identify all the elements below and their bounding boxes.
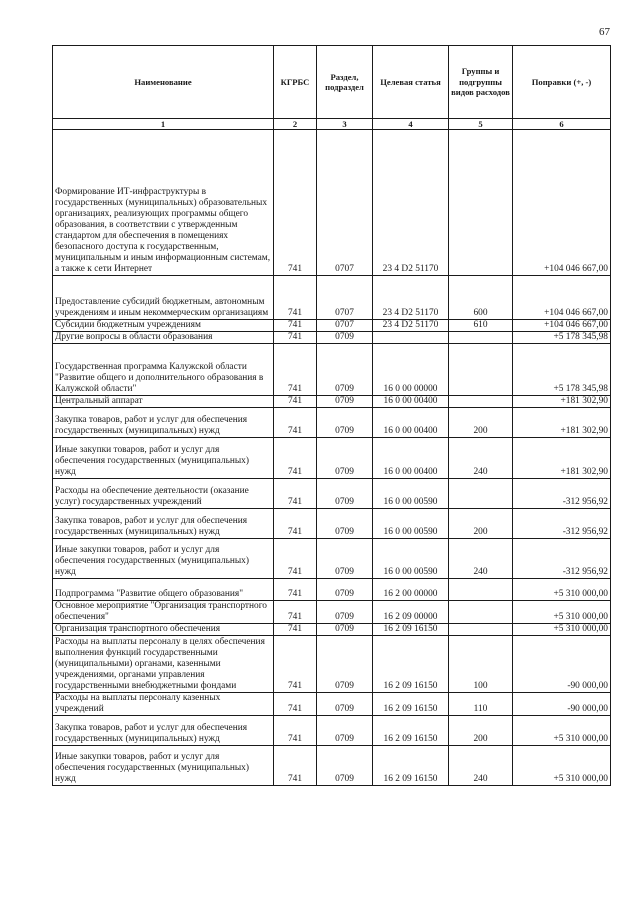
row-amount: +104 046 667,00 xyxy=(513,276,611,320)
table-row xyxy=(53,624,611,636)
row-target: 16 2 09 16150 xyxy=(373,693,449,716)
row-target: 16 0 00 00000 xyxy=(373,344,449,396)
row-name: Иные закупки товаров, работ и услуг для обеспечения государственных (муниципальных) нужд xyxy=(53,539,274,579)
row-group: 240 xyxy=(449,539,513,579)
row-target: 16 0 00 00590 xyxy=(373,509,449,539)
row-name: Другие вопросы в области образования xyxy=(53,332,274,344)
row-name: Расходы на обеспечение деятельности (оказание услуг) государственных учреждений xyxy=(53,479,274,509)
row-kgrbs: 741 xyxy=(274,130,317,276)
column-number: 2 xyxy=(274,119,317,130)
row-kgrbs: 741 xyxy=(274,509,317,539)
row-group xyxy=(449,344,513,396)
row-kgrbs: 741 xyxy=(274,332,317,344)
row-name: Основное мероприятие "Организация транспортного обеспечения" xyxy=(53,601,274,624)
row-kgrbs: 741 xyxy=(274,479,317,509)
row-kgrbs: 741 xyxy=(274,624,317,636)
table-row xyxy=(53,539,611,579)
table-row xyxy=(53,320,611,332)
row-amount: +5 310 000,00 xyxy=(513,624,611,636)
row-amount: -312 956,92 xyxy=(513,539,611,579)
budget-amendments-table xyxy=(52,45,611,786)
row-amount: -90 000,00 xyxy=(513,636,611,693)
header-kgrbs: КГРБС xyxy=(274,46,317,119)
row-section: 0709 xyxy=(317,509,373,539)
row-group xyxy=(449,130,513,276)
row-group xyxy=(449,479,513,509)
row-group: 110 xyxy=(449,693,513,716)
row-name: Закупка товаров, работ и услуг для обеспечения государственных (муниципальных) нужд xyxy=(53,408,274,438)
row-amount: +181 302,90 xyxy=(513,396,611,408)
row-section: 0709 xyxy=(317,716,373,746)
row-amount: +5 178 345,98 xyxy=(513,332,611,344)
row-amount: -312 956,92 xyxy=(513,479,611,509)
table-header-row xyxy=(53,46,611,119)
row-name: Закупка товаров, работ и услуг для обеспечения государственных (муниципальных) нужд xyxy=(53,716,274,746)
row-amount: -90 000,00 xyxy=(513,693,611,716)
table-row xyxy=(53,438,611,479)
row-group: 610 xyxy=(449,320,513,332)
row-target: 16 2 09 16150 xyxy=(373,746,449,786)
row-name: Предоставление субсидий бюджетным, автономным учреждениям и иным некоммерческим организациям xyxy=(53,276,274,320)
row-kgrbs: 741 xyxy=(274,601,317,624)
row-section: 0709 xyxy=(317,636,373,693)
row-amount: +5 310 000,00 xyxy=(513,746,611,786)
row-kgrbs: 741 xyxy=(274,579,317,601)
row-target: 23 4 D2 51170 xyxy=(373,320,449,332)
row-target: 23 4 D2 51170 xyxy=(373,130,449,276)
row-target: 16 2 09 16150 xyxy=(373,624,449,636)
row-amount: +104 046 667,00 xyxy=(513,130,611,276)
row-section: 0707 xyxy=(317,320,373,332)
row-amount: +5 310 000,00 xyxy=(513,716,611,746)
row-group: 600 xyxy=(449,276,513,320)
table-row xyxy=(53,579,611,601)
row-name: Подпрограмма "Развитие общего образования" xyxy=(53,579,274,601)
table-row xyxy=(53,276,611,320)
row-amount: +5 310 000,00 xyxy=(513,601,611,624)
row-amount: +181 302,90 xyxy=(513,408,611,438)
row-kgrbs: 741 xyxy=(274,320,317,332)
row-group xyxy=(449,624,513,636)
page-number: 67 xyxy=(599,26,610,38)
row-kgrbs: 741 xyxy=(274,438,317,479)
row-section: 0709 xyxy=(317,479,373,509)
row-name: Иные закупки товаров, работ и услуг для обеспечения государственных (муниципальных) нужд xyxy=(53,746,274,786)
row-name: Субсидии бюджетным учреждениям xyxy=(53,320,274,332)
row-section: 0709 xyxy=(317,601,373,624)
table-row xyxy=(53,408,611,438)
row-kgrbs: 741 xyxy=(274,636,317,693)
header-name: Наименование xyxy=(53,46,274,119)
row-amount: +5 178 345,98 xyxy=(513,344,611,396)
row-section: 0707 xyxy=(317,130,373,276)
row-target: 16 2 09 16150 xyxy=(373,636,449,693)
row-group xyxy=(449,601,513,624)
row-group: 240 xyxy=(449,438,513,479)
table-row xyxy=(53,509,611,539)
row-section: 0709 xyxy=(317,579,373,601)
table-row xyxy=(53,716,611,746)
table-row xyxy=(53,479,611,509)
column-number: 1 xyxy=(53,119,274,130)
row-kgrbs: 741 xyxy=(274,746,317,786)
row-section: 0709 xyxy=(317,438,373,479)
column-number-row xyxy=(53,119,611,130)
row-target: 16 0 00 00400 xyxy=(373,408,449,438)
row-name: Формирование ИТ-инфраструктуры в государственных (муниципальных) образовательных организациях, реализующих программы общего образования, в соответствии с утвержденным стандартом для обеспечения в помещениях безопасного доступа к государственным, муниципальным и иным информационным системам, а также к сети Интернет xyxy=(53,130,274,276)
row-section: 0709 xyxy=(317,408,373,438)
table-row xyxy=(53,332,611,344)
table-row xyxy=(53,344,611,396)
row-section: 0709 xyxy=(317,624,373,636)
row-section: 0709 xyxy=(317,344,373,396)
row-amount: +104 046 667,00 xyxy=(513,320,611,332)
row-section: 0709 xyxy=(317,693,373,716)
row-name: Закупка товаров, работ и услуг для обеспечения государственных (муниципальных) нужд xyxy=(53,509,274,539)
row-amount: -312 956,92 xyxy=(513,509,611,539)
row-kgrbs: 741 xyxy=(274,276,317,320)
table-row xyxy=(53,601,611,624)
row-kgrbs: 741 xyxy=(274,408,317,438)
row-group: 200 xyxy=(449,408,513,438)
row-amount: +5 310 000,00 xyxy=(513,579,611,601)
row-group xyxy=(449,396,513,408)
row-name: Иные закупки товаров, работ и услуг для обеспечения государственных (муниципальных) нужд xyxy=(53,438,274,479)
row-kgrbs: 741 xyxy=(274,716,317,746)
row-section: 0707 xyxy=(317,276,373,320)
table-row xyxy=(53,130,611,276)
row-group: 240 xyxy=(449,746,513,786)
row-kgrbs: 741 xyxy=(274,539,317,579)
row-name: Расходы на выплаты персоналу казенных учреждений xyxy=(53,693,274,716)
header-amendments: Поправки (+, -) xyxy=(513,46,611,119)
row-group: 100 xyxy=(449,636,513,693)
row-target: 16 2 09 00000 xyxy=(373,601,449,624)
table-row xyxy=(53,693,611,716)
table-row xyxy=(53,396,611,408)
row-group xyxy=(449,332,513,344)
row-target: 16 0 00 00400 xyxy=(373,396,449,408)
row-name: Организация транспортного обеспечения xyxy=(53,624,274,636)
row-target: 16 0 00 00590 xyxy=(373,539,449,579)
row-section: 0709 xyxy=(317,539,373,579)
column-number: 6 xyxy=(513,119,611,130)
row-target: 16 0 00 00590 xyxy=(373,479,449,509)
header-section: Раздел, подраздел xyxy=(317,46,373,119)
row-kgrbs: 741 xyxy=(274,344,317,396)
row-target: 23 4 D2 51170 xyxy=(373,276,449,320)
row-section: 0709 xyxy=(317,746,373,786)
header-groups: Группы и подгруппы видов расходов xyxy=(449,46,513,119)
row-kgrbs: 741 xyxy=(274,693,317,716)
row-group: 200 xyxy=(449,509,513,539)
row-target: 16 0 00 00400 xyxy=(373,438,449,479)
table-row xyxy=(53,746,611,786)
table-row xyxy=(53,636,611,693)
row-kgrbs: 741 xyxy=(274,396,317,408)
header-target: Целевая статья xyxy=(373,46,449,119)
row-section: 0709 xyxy=(317,396,373,408)
row-name: Расходы на выплаты персоналу в целях обеспечения выполнения функций государственными (муниципальными) органами, казенными учреждениями, органами управления государственными внебюджетными фондами xyxy=(53,636,274,693)
row-group xyxy=(449,579,513,601)
row-group: 200 xyxy=(449,716,513,746)
table-body xyxy=(53,130,611,786)
row-section: 0709 xyxy=(317,332,373,344)
row-name: Центральный аппарат xyxy=(53,396,274,408)
column-number: 5 xyxy=(449,119,513,130)
row-target xyxy=(373,332,449,344)
row-name: Государственная программа Калужской области "Развитие общего и дополнительного образования в Калужской области" xyxy=(53,344,274,396)
row-target: 16 2 00 00000 xyxy=(373,579,449,601)
row-target: 16 2 09 16150 xyxy=(373,716,449,746)
row-amount: +181 302,90 xyxy=(513,438,611,479)
column-number: 4 xyxy=(373,119,449,130)
column-number: 3 xyxy=(317,119,373,130)
